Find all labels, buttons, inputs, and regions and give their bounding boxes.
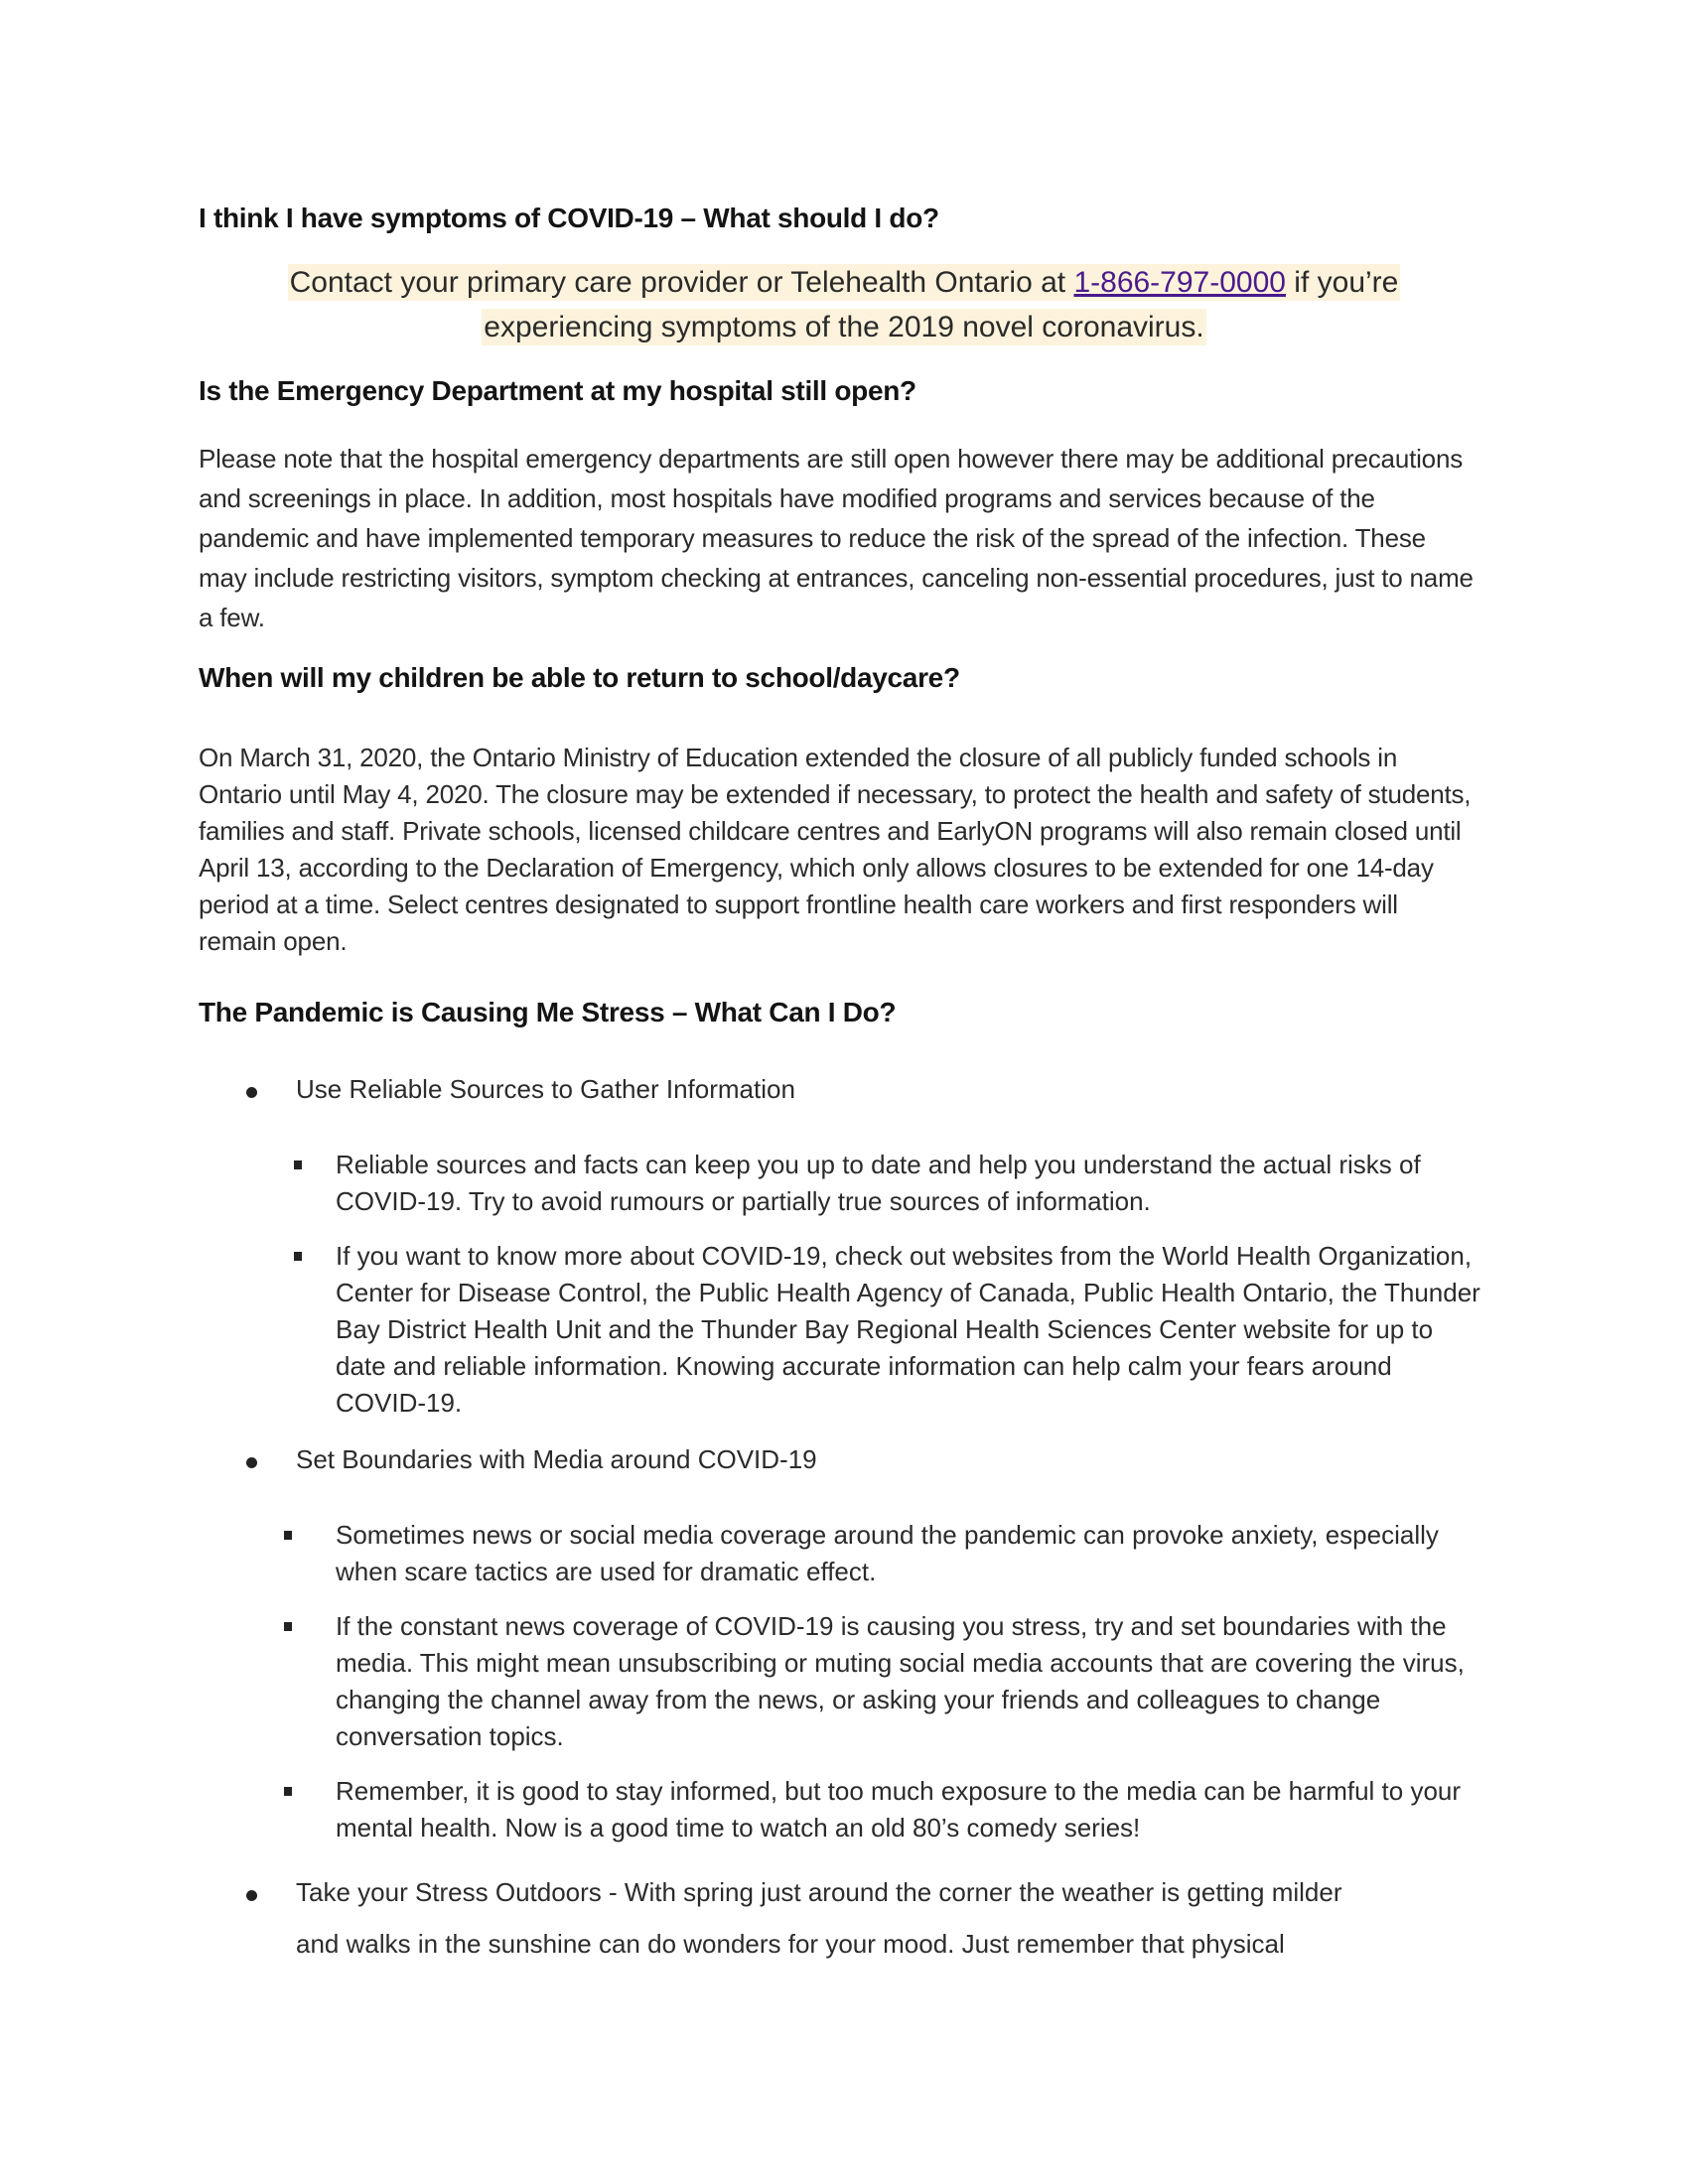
bullet-icon: [246, 1457, 257, 1468]
square-bullet-icon: [294, 1160, 302, 1169]
bullet-icon: [246, 1890, 257, 1901]
heading-emergency-department: Is the Emergency Department at my hospital still open?: [199, 375, 916, 406]
square-bullet-icon: [284, 1531, 292, 1540]
notice-text: Contact your primary care provider or Telehealth Ontario at: [289, 266, 1074, 299]
sub-list-item-text: If the constant news coverage of COVID-19 is causing you stress, try and set boundaries with the media. This might mean unsubscribing or muting social media accounts that are covering the virus, changing the channel away from the news, or asking your friends and colleagues to change conversation topics.: [336, 1611, 1465, 1751]
bullet-icon: [246, 1087, 257, 1098]
paragraph-emergency-department: Please note that the hospital emergency departments are still open however there may be additional precautions and screenings in place. In addition, most hospitals have modified programs and services because of the pandemic and have implemented temporary measures to reduce the risk of the spread of the infection. These may include restricting visitors, symptom checking at entrances, canceling non-essential procedures, just to name a few.: [199, 444, 1474, 632]
notice-text-after: if you’re: [1285, 266, 1399, 299]
paragraph-school-daycare: On March 31, 2020, the Ontario Ministry of Education extended the closure of all publicly funded schools in Ontario until May 4, 2020. The closure may be extended if necessary, to protect the health and safety of students, families and staff. Private schools, licensed childcare centres and EarlyON programs will also remain closed until April 13, according to the Declaration of Emergency, which only allows closures to be extended for one 14-day period at a time. Select centres designated to support frontline health care workers and first responders will remain open.: [199, 743, 1472, 956]
notice-line1: [288, 264, 1401, 301]
list-item-label: Set Boundaries with Media around COVID-19: [296, 1444, 817, 1474]
notice-line2: experiencing symptoms of the 2019 novel coronavirus.: [484, 311, 1204, 343]
sub-list-item-text: Sometimes news or social media coverage around the pandemic can provoke anxiety, especially when scare tactics are used for dramatic effect.: [336, 1520, 1439, 1586]
list-item-label-line1: Take your Stress Outdoors - With spring just around the corner the weather is getting milder: [296, 1877, 1342, 1907]
square-bullet-icon: [284, 1622, 292, 1631]
telehealth-phone-link[interactable]: 1-866-797-0000: [1073, 266, 1286, 299]
heading-symptoms: I think I have symptoms of COVID-19 – What should I do?: [199, 203, 939, 233]
heading-school-daycare: When will my children be able to return to school/daycare?: [199, 662, 960, 693]
telehealth-notice: [189, 260, 1499, 349]
list-item-label-line2: and walks in the sunshine can do wonders for your mood. Just remember that physical: [296, 1929, 1285, 1959]
list-item-label: Use Reliable Sources to Gather Information: [296, 1074, 795, 1104]
heading-pandemic-stress: The Pandemic is Causing Me Stress – What Can I Do?: [199, 997, 897, 1027]
sub-list-item-text: Remember, it is good to stay informed, but too much exposure to the media can be harmful to your mental health. Now is a good time to watch an old 80’s comedy series!: [336, 1776, 1462, 1843]
sub-list-item-text: If you want to know more about COVID-19, check out websites from the World Health Organization, Center for Disease Control, the Public Health Agency of Canada, Public Health Ontario, the Thunder Bay District Health Unit and the Thunder Bay Regional Health Sciences Center website for up to date and reliable information. Knowing accurate information can help calm your fears around COVID-19.: [336, 1241, 1480, 1418]
square-bullet-icon: [294, 1252, 302, 1261]
sub-list-item-text: Reliable sources and facts can keep you up to date and help you understand the actual risks of COVID-19. Try to avoid rumours or partially true sources of information.: [336, 1150, 1421, 1216]
square-bullet-icon: [284, 1787, 292, 1796]
